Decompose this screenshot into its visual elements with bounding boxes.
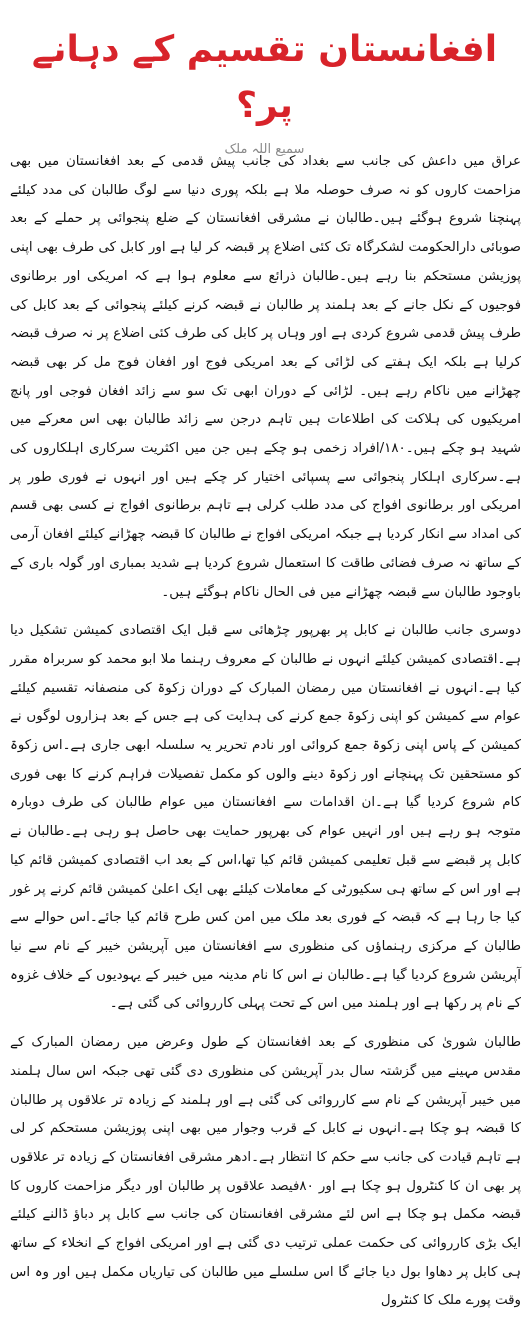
author-byline: سمیع اللہ ملک: [224, 142, 305, 157]
paragraph-3: طالبان شوریٰ کی منظوری کے بعد افغانستان کے طول وعرض میں رمضان المبارک کے مقدس مہینے میں گزشتہ سال بدر آپریشن کی منظوری دی گئی تھی جبکہ اس سال ہلمند میں خیبر آپریشن کے نام سے کارروائی کی گئی ہے اور ہلمند کے زیادہ تر علاقوں پر طالبان کا قبضہ ہو چکا ہے۔انہوں نے کابل کے قرب وجوار میں بھی اپنی پوزیشن مستحکم کر لی ہے تاہم قیادت کی جانب سے حکم کا انتظار ہے۔ادھر مشرقی افغانستان کے زیادہ تر علاقوں پر بھی ان کا کنٹرول ہو چکا ہے اور ۸۰فیصد علاقوں پر طالبان اور دیگر مزاحمت کاروں کا قبضہ مکمل ہو چکا ہے اس لئے مشرقی افغانستان کی جانب سے کابل پر دباؤ ڈالنے کیلئے ایک بڑی کارروائی کی حکمت عملی ترتیب دی گئی ہے اور امریکی افواج کے انخلاء کے ساتھ ہی کابل پر دھاوا بول دیا جائے گا اس سلسلے میں طالبان کی تیاریاں مکمل ہیں اور وہ اس وقت پورے ملک کا کنٹرول: [10, 1035, 521, 1309]
paragraph-1: عراق میں داعش کی جانب سے بغداد کی جانب پیش قدمی کے بعد افغانستان میں بھی مزاحمت کاروں کو نہ صرف حوصلہ ملا ہے بلکہ پوری دنیا سے لوگ طالبان کی مدد کیلئے پہنچنا شروع ہوگئے ہیں۔طالبان نے مشرقی افغانستان کے ضلع پنجوائی پر حملے کے بعد صوبائی دارالحکومت لشکرگاہ تک کئی اضلاع پر قبضہ کر لیا ہے اور کابل کی طرف بھی اپنی پوزیشن مستحکم بنا رہے ہیں۔طالبان ذرائع سے معلوم ہوا ہے کہ امریکی اور برطانوی فوجیوں کے نکل جانے کے بعد ہلمند پر طالبان نے قبضہ کرنے کیلئے پنجوائی کے بعد کابل کی طرف پیش قدمی شروع کردی ہے اور وہاں پر کابل کی طرف کئی اضلاع پر نہ صرف قبضہ کرلیا ہے بلکہ ایک ہفتے کی لڑائی کے بعد امریکی فوج اور افغان فوج مل کر بھی قبضہ چھڑانے میں ناکام رہے ہیں۔ لڑائی کے دوران ابھی تک سو سے زائد افغان فوجی اور پانچ امریکیوں کی ہلاکت کی اطلاعات ہیں تاہم درجن سے زائد طالبان بھی اس معرکے میں شہید ہو چکے ہیں۔۱۸۰/افراد زخمی ہو چکے ہیں جن میں اکثریت سرکاری اہلکاروں کی ہے۔سرکاری اہلکار پنجوائی سے پسپائی اختیار کر چکے ہیں اور انہوں نے فوری طور پر امریکی اور برطانوی افواج کی مدد طلب کرلی ہے تاہم برطانوی افواج نے کسی بھی قسم کی امداد سے انکار کردیا ہے جبکہ امریکی افواج نے طالبان کا قبضہ چھڑانے کیلئے افغان آرمی کے ساتھ نہ صرف فضائی طاقت کا استعمال شروع کردیا ہے شدید بمباری اور گولہ باری کے باوجود طالبان سے قبضہ چھڑانے میں فی الحال ناکام ہوگئے ہیں۔: [10, 154, 521, 600]
article-title: افغانستان تقسیم کے دہانے پر؟: [31, 29, 498, 126]
paragraph-2: دوسری جانب طالبان نے کابل پر بھرپور چڑھائی سے قبل ایک اقتصادی کمیشن تشکیل دیا ہے۔اقتصادی کمیشن کیلئے انہوں نے طالبان کے معروف رہنما ملا ابو محمد کو سربراہ مقرر کیا ہے۔انہوں نے افغانستان میں رمضان المبارک کے دوران زکوۃ کی منصفانہ تقسیم کیلئے عوام سے کمیشن کو اپنی زکوۃ جمع کرنے کی ہدایت کی ہے جس کے بعد ہزاروں لوگوں نے کمیشن کے پاس اپنی زکوۃ جمع کروائی اور نادم تحریر یہ سلسلہ ابھی جاری ہے۔اس زکوۃ کو مستحقین تک پہنچانے اور زکوۃ دینے والوں کو مکمل تفصیلات فراہم کرنے کا بھی فوری کام شروع کردیا گیا ہے۔ان اقدامات سے افغانستان میں عوام طالبان کی طرف دوبارہ متوجہ ہو رہے ہیں اور انہیں عوام کی بھرپور حمایت بھی حاصل ہو رہی ہے۔طالبان نے کابل پر قبضے سے قبل تعلیمی کمیشن قائم کیا تھا،اس کے بعد اب اقتصادی کمیشن قائم کیا ہے اور اس کے ساتھ ہی سکیورٹی کے معاملات کیلئے بھی ایک اعلیٰ کمیشن قائم کرنے پر غور کیا جا رہا ہے کہ قبضہ کے فوری بعد ملک میں امن کس طرح قائم کیا جائے۔اس حوالے سے طالبان کے مرکزی رہنماؤں کی منظوری سے افغانستان میں آپریشن خیبر کے نام سے نیا آپریشن شروع کردیا گیا ہے۔طالبان نے اس کا نام مدینہ میں خیبر کے یہودیوں کے خلاف غزوہ کے نام پر رکھا ہے اور ہلمند میں اس کے تحت پہلی کارروائی کی گئی ہے۔: [10, 623, 521, 1012]
article-body: [10, 148, 521, 1326]
